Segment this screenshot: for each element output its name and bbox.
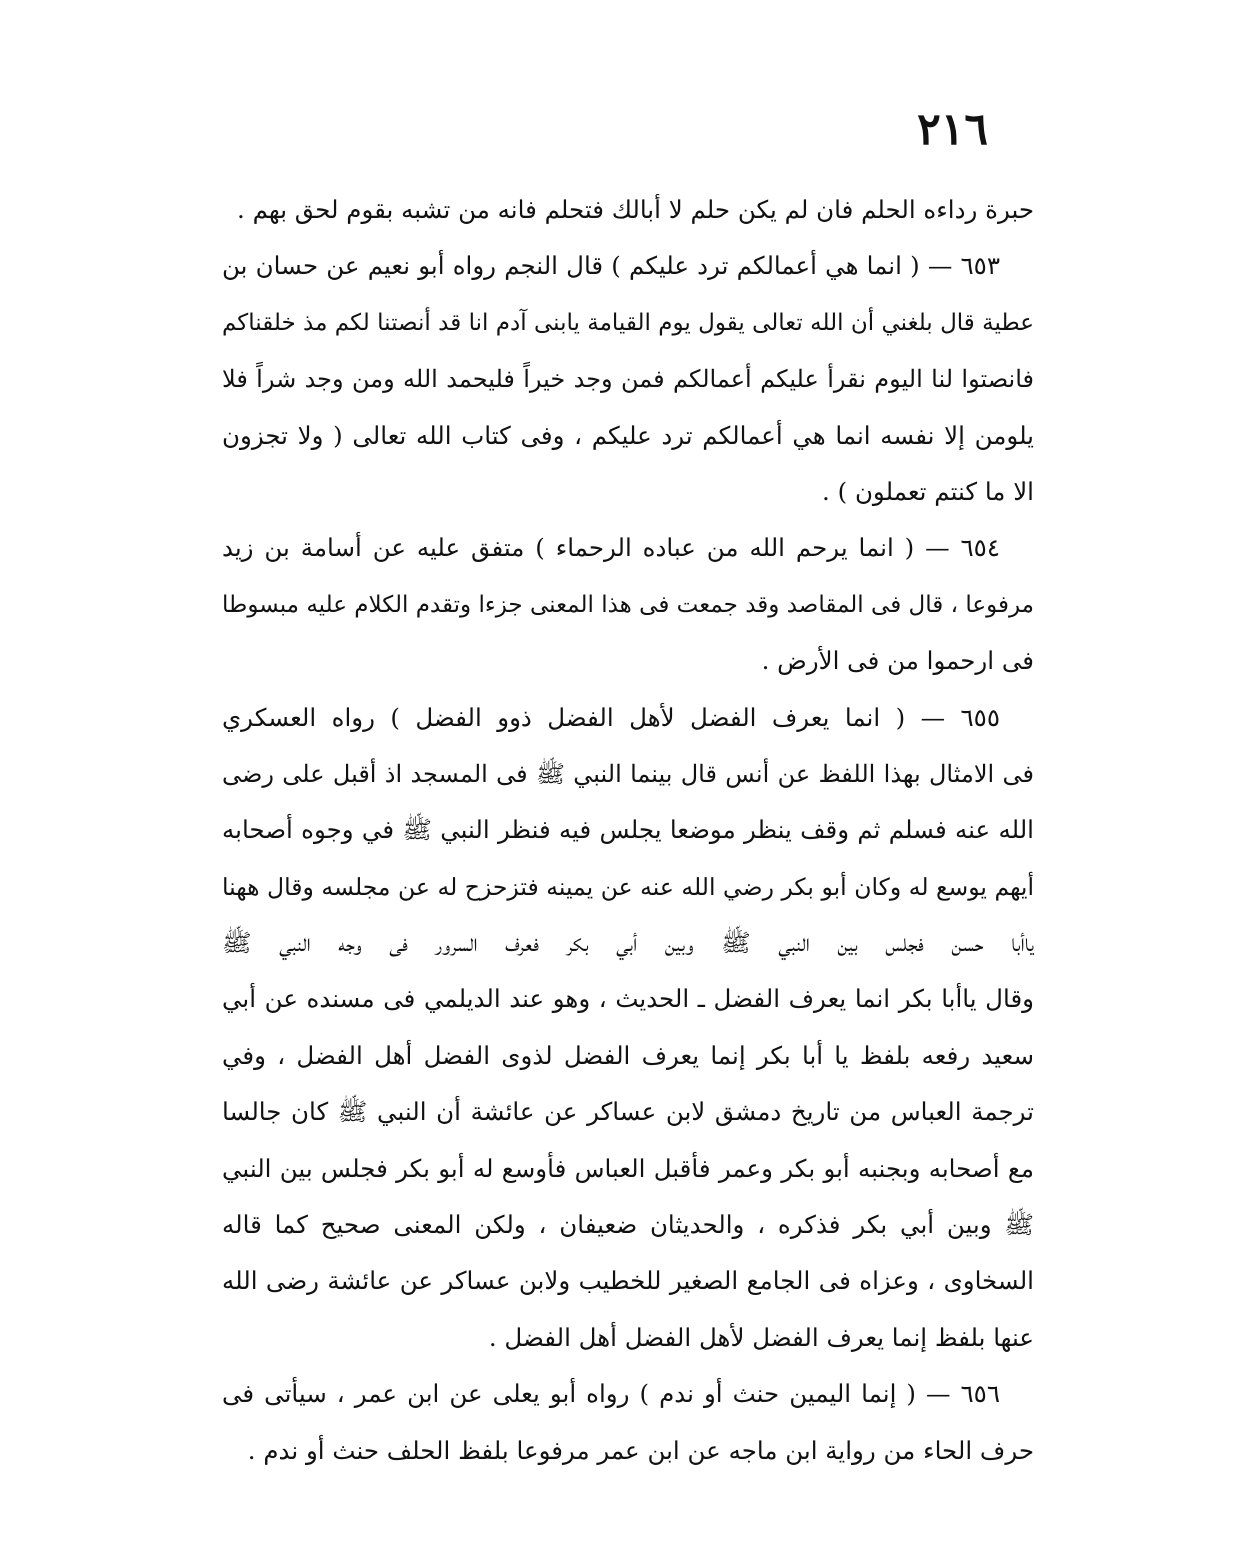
text-line: الله عنه فسلم ثم وقف ينظر موضعا يجلس فيه فنظر النبي ﷺ في وجوه أصحابه bbox=[222, 815, 1034, 845]
text-line: عطية قال بلغني أن الله تعالى يقول يوم القيامة يابنى آدم انا قد أنصتنا لكم مذ خلقناكم bbox=[222, 309, 1034, 336]
text-line: يلومن إلا نفسه انما هي أعمالكم ترد عليكم ، وفى كتاب الله تعالى ( ولا تجزون bbox=[222, 420, 1034, 450]
text-line: السخاوى ، وعزاه فى الجامع الصغير للخطيب ولابن عساكر عن عائشة رضى الله bbox=[222, 1266, 1034, 1296]
page-number: ٢١٦ bbox=[917, 104, 988, 155]
text-line: ياأبا حسن فجلس بين النبي ﷺ وبين أبي بكر فعرف السرور فى وجه النبي ﷺ bbox=[222, 928, 1034, 958]
text-line: ٦٥٥ — ( انما يعرف الفضل لأهل الفضل ذوو الفضل ) رواه العسكري bbox=[222, 702, 1000, 732]
text-line: ٦٥٤ — ( انما يرحم الله من عباده الرحماء ) متفق عليه عن أسامة بن زيد bbox=[222, 533, 1000, 563]
text-line: فى الامثال بهذا اللفظ عن أنس قال بينما النبي ﷺ فى المسجد اذ أقبل على رضى bbox=[222, 759, 1034, 788]
text-line: مرفوعا ، قال فى المقاصد وقد جمعت فى هذا المعنى جزءا وتقدم الكلام عليه مبسوطا bbox=[222, 591, 1034, 618]
text-line: حرف الحاء من رواية ابن ماجه عن ابن عمر مرفوعا بلفظ الحلف حنث أو ندم . bbox=[247, 1435, 1034, 1465]
text-line: أيهم يوسع له وكان أبو بكر رضي الله عنه عن يمينه فتزحزح له عن مجلسه وقال ههنا bbox=[222, 872, 1034, 901]
text-line: فانصتوا لنا اليوم نقرأ عليكم أعمالكم فمن وجد خيراً فليحمد الله ومن وجد شراً فلا bbox=[222, 365, 1034, 394]
text-line: ﷺ وبين أبي بكر فذكره ، والحديثان ضعيفان ، ولكن المعنى صحيح كما قاله bbox=[222, 1210, 1034, 1240]
text-line: حبرة رداءه الحلم فان لم يكن حلم لا أبالك فتحلم فانه من تشبه بقوم لحق بهم . bbox=[237, 195, 1034, 224]
text-line: وقال ياأبا بكر انما يعرف الفضل ـ الحديث ، وهو عند الديلمي فى مسنده عن أبي bbox=[222, 984, 1034, 1014]
text-line: سعيد رفعه بلفظ يا أبا بكر إنما يعرف الفضل لذوى الفضل أهل الفضل ، وفي bbox=[222, 1040, 1034, 1070]
text-line: الا ما كنتم تعملون ) . bbox=[822, 476, 1034, 506]
page-body-text bbox=[222, 182, 1034, 1479]
text-line: عنها بلفظ إنما يعرف الفضل لأهل الفضل أهل الفضل . bbox=[488, 1322, 1034, 1352]
text-line: فى ارحموا من فى الأرض . bbox=[761, 646, 1034, 676]
text-line: ترجمة العباس من تاريخ دمشق لابن عساكر عن عائشة أن النبي ﷺ كان جالسا bbox=[222, 1097, 1034, 1127]
text-line: مع أصحابه وبجنبه أبو بكر وعمر فأقبل العباس فأوسع له أبو بكر فجلس بين النبي bbox=[222, 1153, 1034, 1183]
text-line: ٦٥٣ — ( انما هي أعمالكم ترد عليكم ) قال النجم رواه أبو نعيم عن حسان بن bbox=[222, 251, 1000, 281]
text-line: ٦٥٦ — ( إنما اليمين حنث أو ندم ) رواه أبو يعلى عن ابن عمر ، سيأتى فى bbox=[222, 1379, 1000, 1409]
